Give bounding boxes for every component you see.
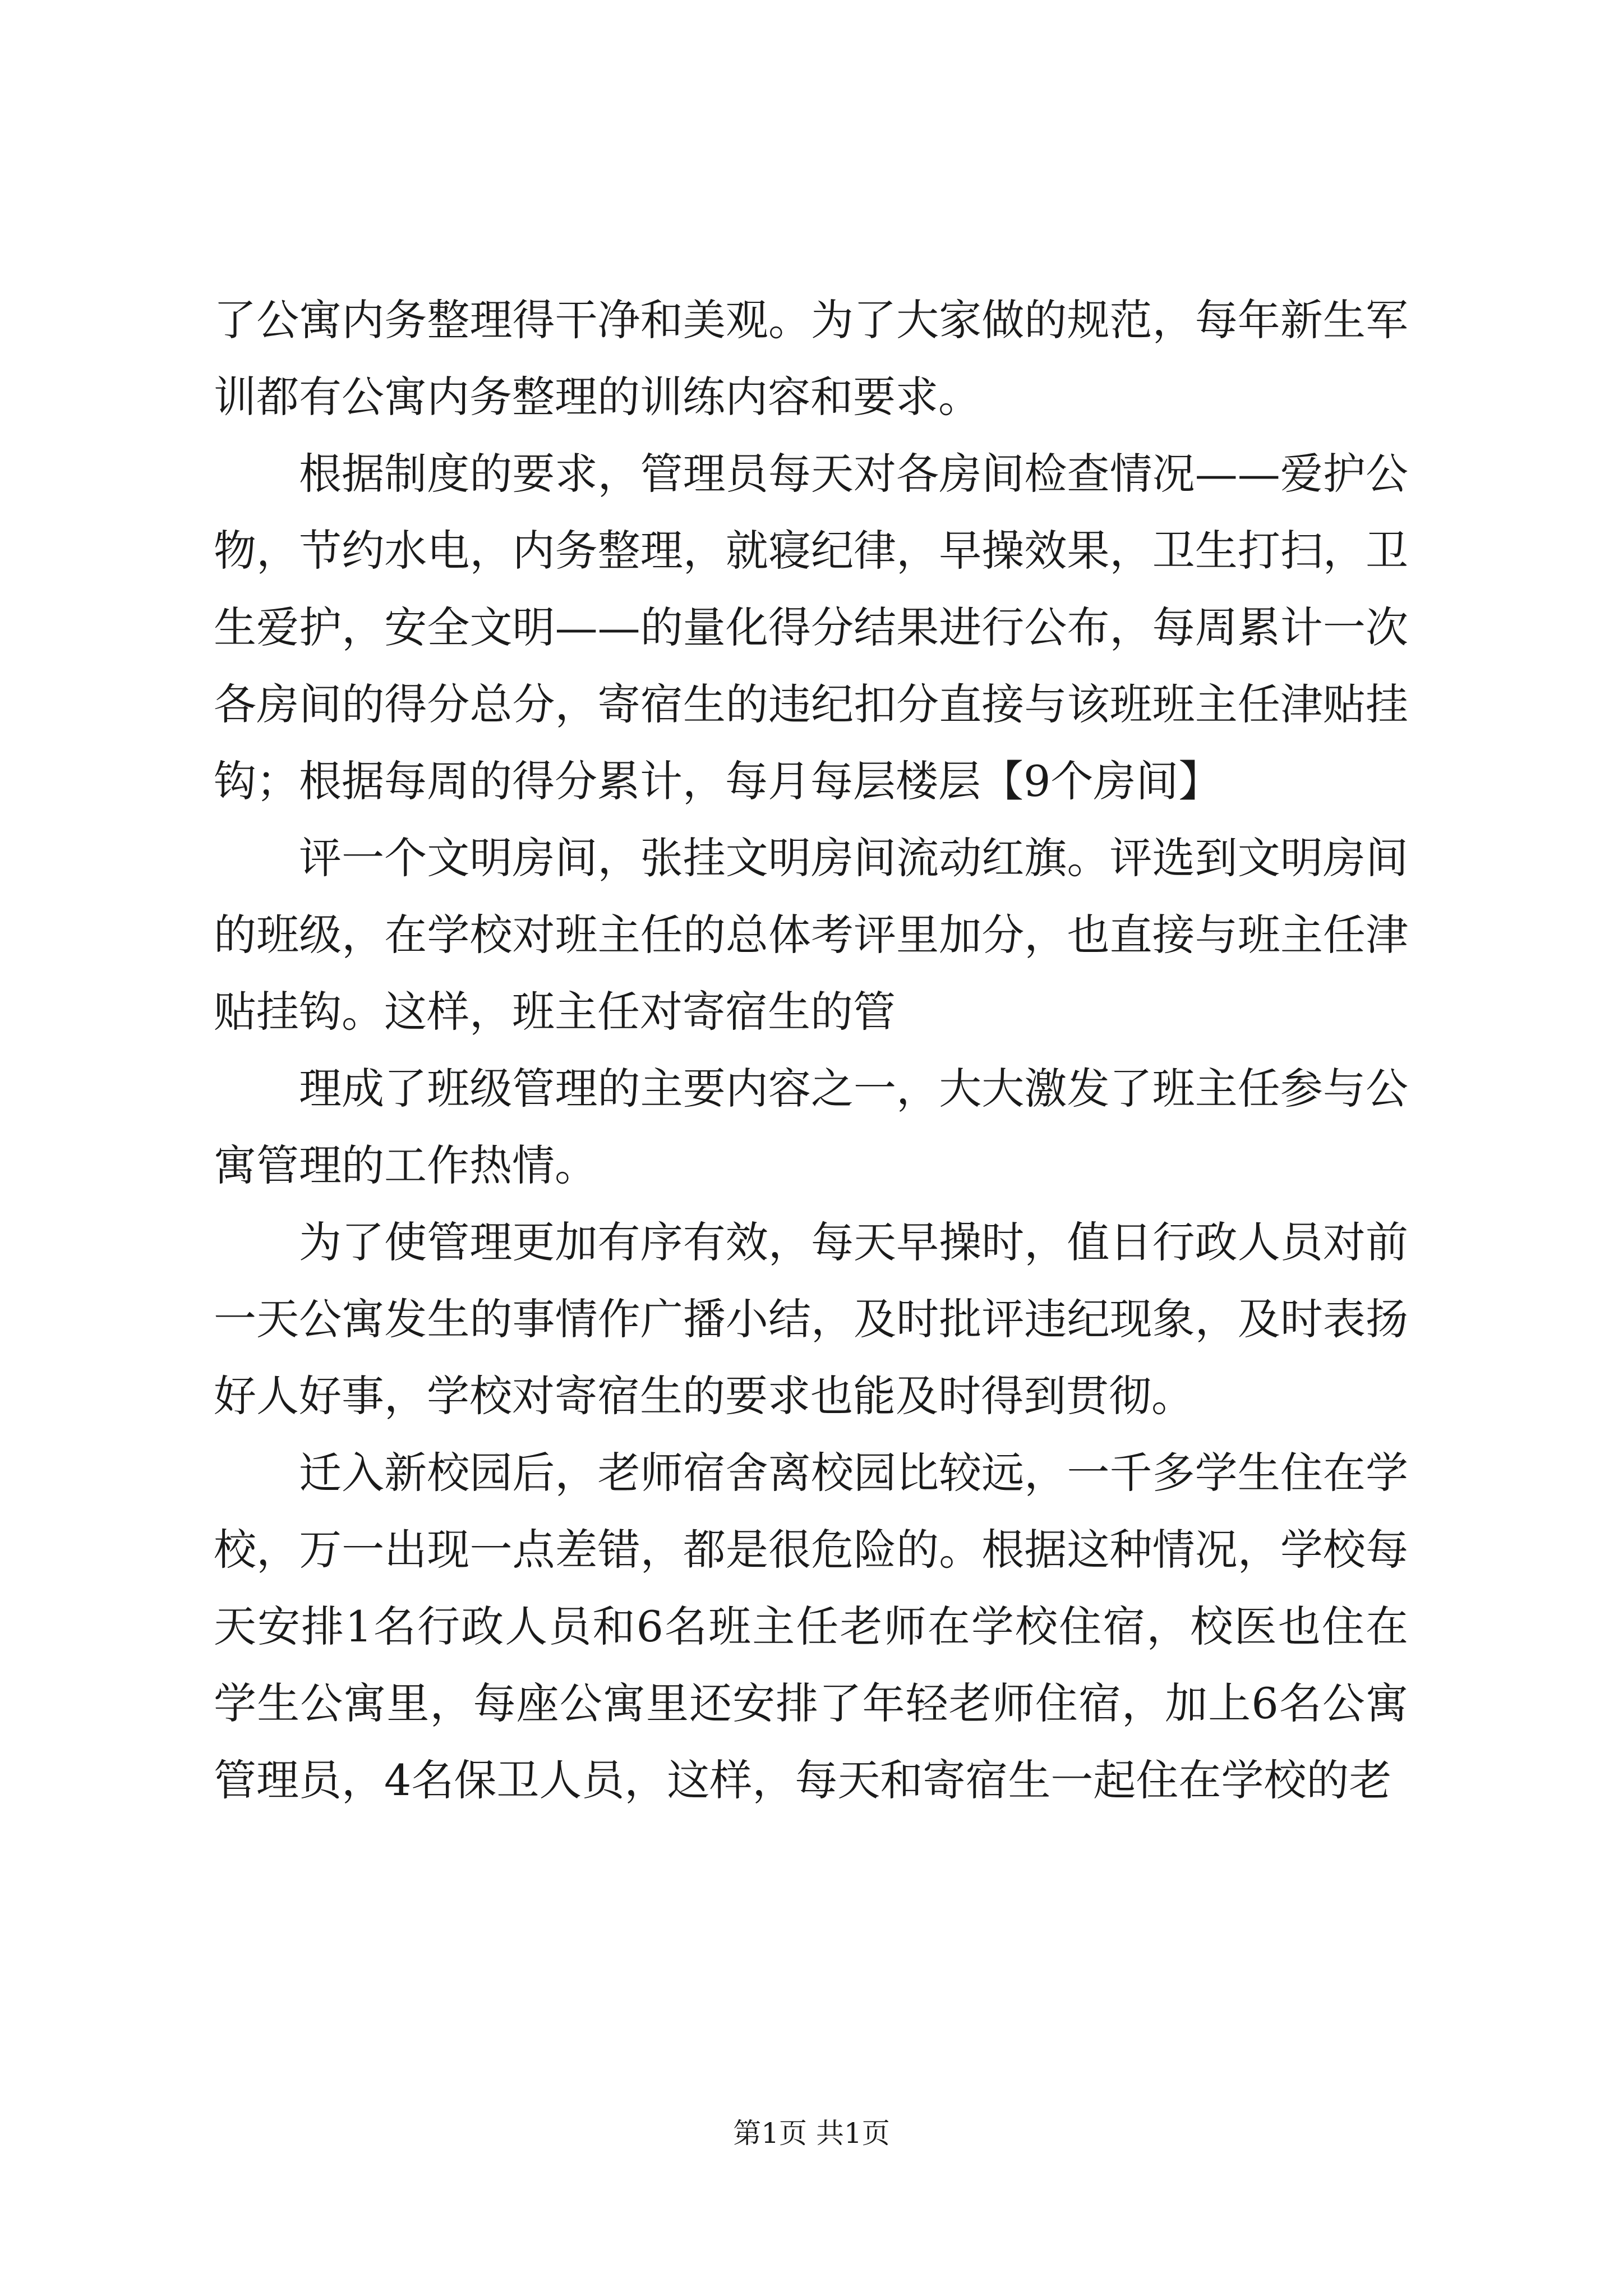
paragraph-4: 理成了班级管理的主要内容之一，大大激发了班主任参与公寓管理的工作热情。: [214, 1064, 1408, 1190]
paragraph-2: 根据制度的要求，管理员每天对各房间检查情况——爱护公物，节约水电，内务整理，就寝纪律，早操效果，卫生打扫，卫生爱护，安全文明——的量化得分结果进行公布，每周累计一次各房间的得分总分，寄宿生的违纪扣分直接与该班班主任津贴挂钩；根据每周的得分累计，每月每层楼层【9个房间】: [214, 449, 1408, 806]
paragraph-1: 了公寓内务整理得干净和美观。为了大家做的规范，每年新生军训都有公寓内务整理的训练内容和要求。: [214, 295, 1408, 422]
paragraph-6: 迁入新校园后，老师宿舍离校园比较远，一千多学生住在学校，万一出现一点差错，都是很危险的。根据这种情况，学校每天安排1名行政人员和6名班主任老师在学校住宿，校医也住在学生公寓里，每座公寓里还安排了年轻老师住宿，加上6名公寓管理员，4名保卫人员，这样，每天和寄宿生一起住在学校的老: [214, 1448, 1408, 1805]
paragraph-5: 为了使管理更加有序有效，每天早操时，值日行政人员对前一天公寓发生的事情作广播小结，及时批评违纪现象，及时表扬好人好事，学校对寄宿生的要求也能及时得到贯彻。: [214, 1217, 1408, 1421]
page-footer: 第1页 共1页: [733, 2117, 890, 2150]
paragraph-3: 评一个文明房间，张挂文明房间流动红旗。评选到文明房间的班级，在学校对班主任的总体考评里加分，也直接与班主任津贴挂钩。这样，班主任对寄宿生的管: [214, 833, 1408, 1037]
document-body: [214, 282, 1408, 1819]
